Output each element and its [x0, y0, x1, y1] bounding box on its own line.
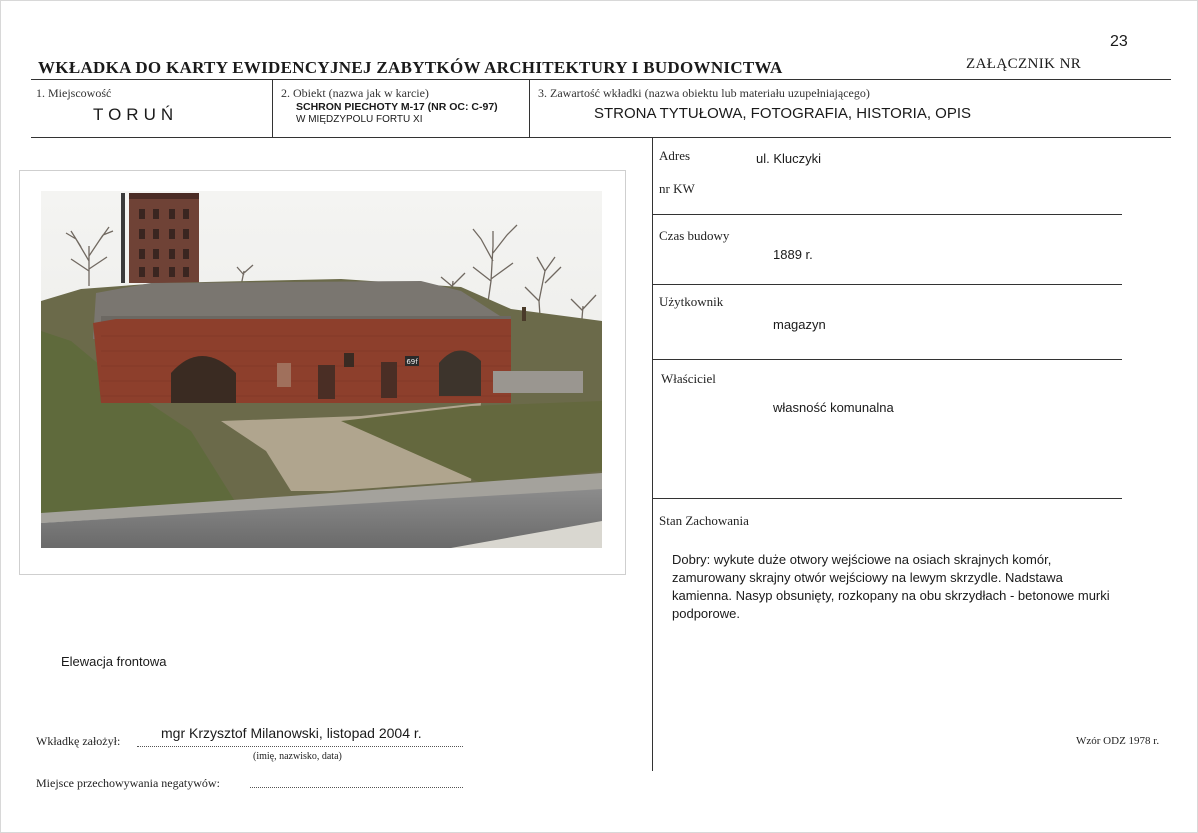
- place-label: 1. Miejscowość: [36, 86, 112, 100]
- page-number: 23: [1110, 33, 1128, 50]
- author-hint: (imię, nazwisko, data): [253, 751, 342, 762]
- object-location: W MIĘDZYPOLU FORTU XI: [296, 114, 423, 125]
- header-rule: [31, 79, 1171, 80]
- document-title: WKŁADKA DO KARTY EWIDENCYJNEJ ZABYTKÓW ARCHITEKTURY I BUDOWNICTWA: [38, 58, 783, 77]
- field-divider-2: [529, 80, 530, 137]
- photo-sign-text: 69f: [406, 358, 418, 366]
- owner-label: Właściciel: [661, 371, 716, 386]
- address-value: ul. Kluczyki: [756, 151, 822, 166]
- user-value: magazyn: [773, 317, 826, 332]
- content-value: STRONA TYTUŁOWA, FOTOGRAFIA, HISTORIA, OPIS: [594, 105, 971, 122]
- object-name: SCHRON PIECHOTY M-17 (NR OC: C-97): [296, 101, 498, 113]
- address-label: Adres: [659, 148, 691, 163]
- condition-description: Dobry: wykute duże otwory wejściowe na osiach skrajnych komór, zamurowany skrajny otwór wejściowy na lewym skrzydle. Nadstawa kamienna. Nasyp obsunięty, rozkopany na obu skrzydłach - betonowe murki podporowe.: [672, 552, 1110, 621]
- negatives-label: Miejsce przechowywania negatywów:: [36, 776, 220, 790]
- content-label: 3. Zawartość wkładki (nazwa obiektu lub materiału uzupełniającego): [538, 86, 870, 100]
- template-note: Wzór ODZ 1978 r.: [1076, 735, 1160, 747]
- owner-value: własność komunalna: [773, 400, 894, 415]
- land-register-label: nr KW: [659, 181, 695, 196]
- photo-caption: Elewacja frontowa: [61, 654, 167, 669]
- condition-label: Stan Zachowania: [659, 513, 749, 528]
- place-value: TORUŃ: [93, 105, 179, 124]
- field-divider-1: [272, 80, 273, 137]
- fields-bottom-rule: [31, 137, 1171, 138]
- right-panel-divider: [652, 138, 653, 771]
- author-label: Wkładkę założył:: [36, 734, 121, 748]
- negatives-dotted-line: [250, 787, 463, 788]
- author-dotted-line: [137, 746, 463, 747]
- rule-after-owner: [652, 498, 1122, 499]
- author-value: mgr Krzysztof Milanowski, listopad 2004 r.: [161, 725, 422, 741]
- annex-label: ZAŁĄCZNIK NR: [966, 56, 1082, 72]
- object-label: 2. Obiekt (nazwa jak w karcie): [281, 86, 429, 100]
- construction-time-value: 1889 r.: [773, 247, 813, 262]
- construction-time-label: Czas budowy: [659, 228, 730, 243]
- fortification-photo: [41, 191, 602, 548]
- user-label: Użytkownik: [659, 294, 724, 309]
- rule-after-user: [652, 359, 1122, 360]
- rule-after-address: [652, 214, 1122, 215]
- rule-after-built: [652, 284, 1122, 285]
